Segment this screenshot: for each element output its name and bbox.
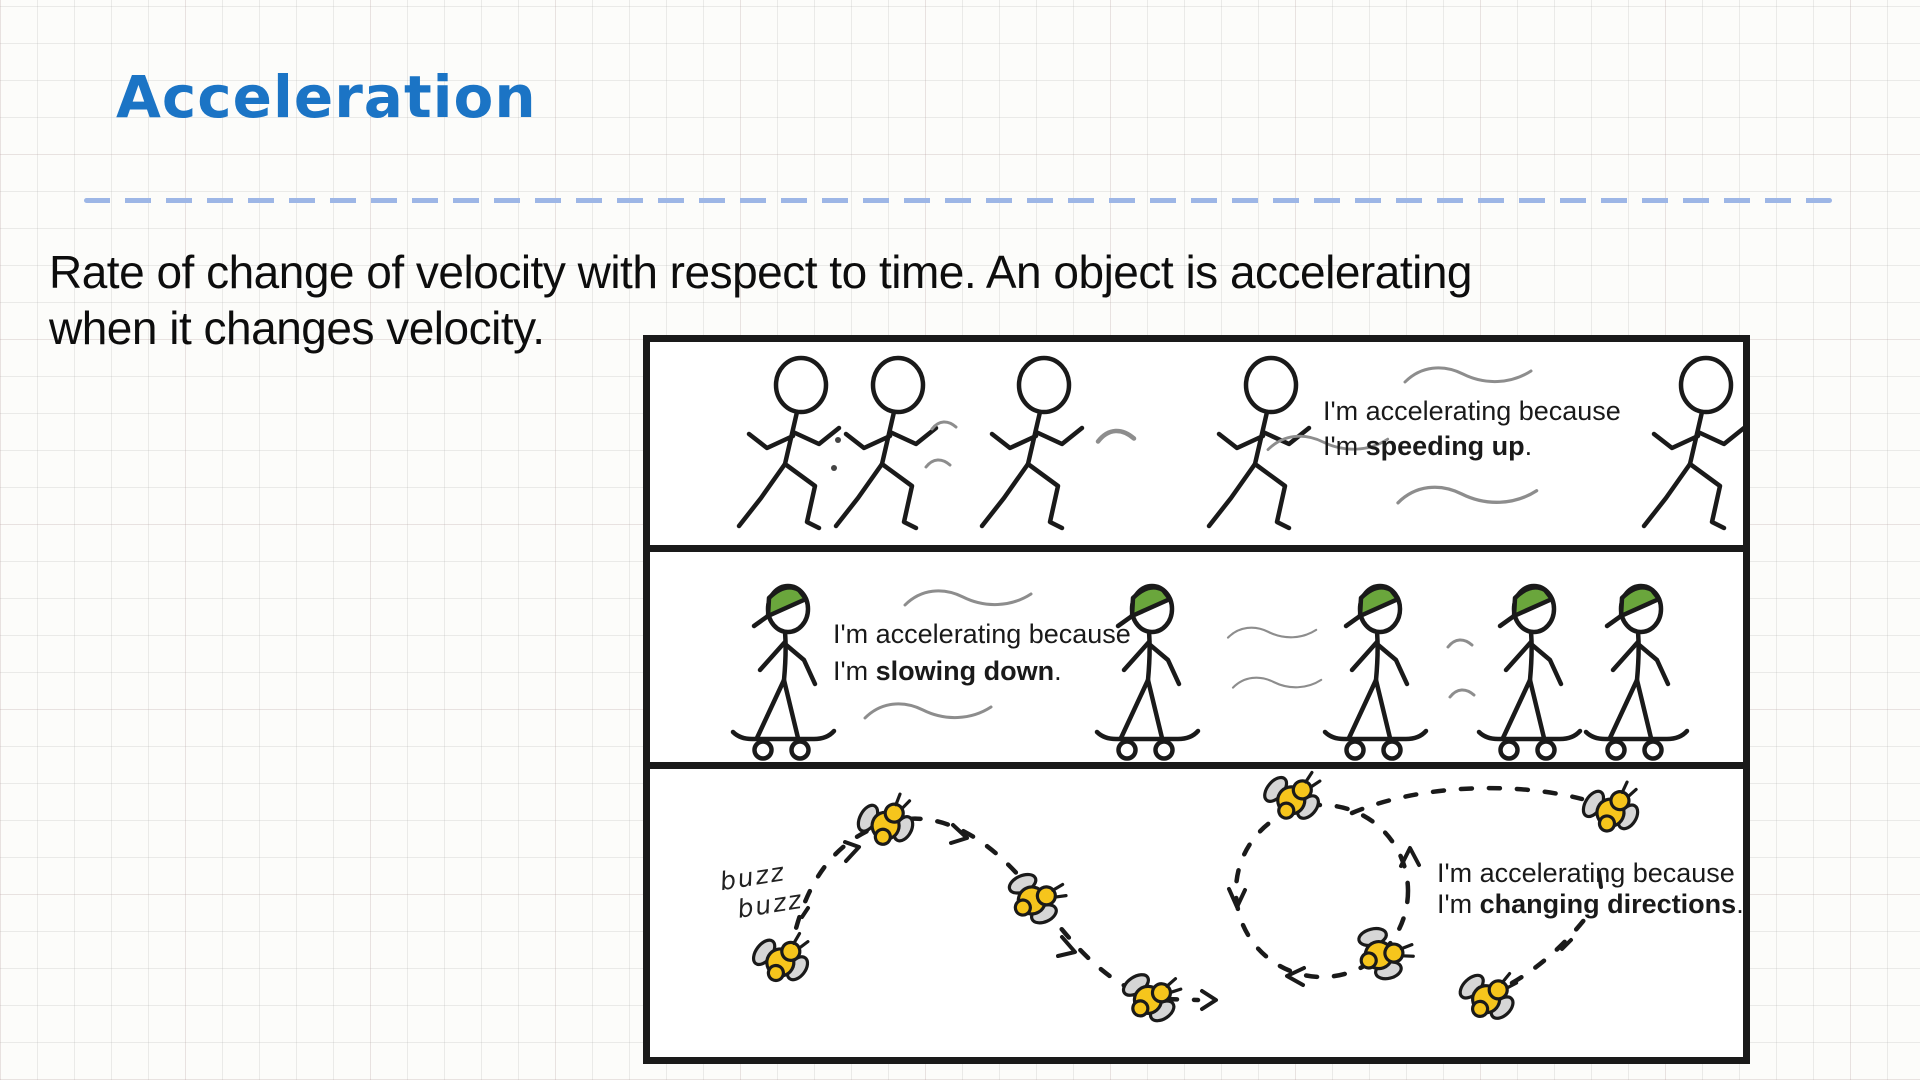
motion-dot: [835, 437, 841, 443]
caption-text: .: [1524, 431, 1533, 461]
motion-squiggle: [1405, 368, 1531, 382]
skateboarder-figure: [1586, 586, 1687, 759]
caption-line-2: [1323, 429, 1621, 464]
skateboarder-figure: [1479, 586, 1580, 759]
bee-icon: [745, 926, 818, 993]
motion-squiggle: [1448, 640, 1472, 647]
caption-text: I'm: [833, 656, 876, 686]
motion-squiggle: [1098, 431, 1134, 442]
acceleration-comic-figure: [643, 335, 1750, 1064]
caption-line-1: I'm accelerating because: [833, 619, 1131, 649]
motion-squiggle: [1450, 690, 1474, 697]
caption-text: .: [1054, 656, 1062, 686]
buzz-line-2: buzz: [735, 884, 806, 924]
bee-icon: [1342, 917, 1419, 990]
caption-text: I'm: [1323, 431, 1366, 461]
panel-slowing-down: [650, 545, 1743, 762]
caption-bold-text: changing directions: [1479, 889, 1737, 919]
bee-icon: [998, 865, 1070, 931]
caption-bold-text: slowing down: [875, 656, 1055, 686]
motion-squiggle: [1398, 487, 1537, 503]
panel-speeding-up: [650, 342, 1743, 545]
caption-line-2: [1437, 889, 1744, 920]
motion-dot: [831, 465, 837, 471]
motion-squiggle: [865, 704, 991, 718]
caption-text: .: [1736, 889, 1744, 919]
skateboarder-figure: [1325, 586, 1426, 759]
runner-figure: [739, 358, 839, 528]
buzz-line-1: buzz: [717, 857, 788, 897]
panel-changing-directions: [650, 762, 1743, 1057]
motion-squiggle: [926, 460, 950, 467]
caption-changing-directions: [1437, 858, 1744, 920]
caption-line-1: I'm accelerating because: [1437, 858, 1735, 888]
caption-speeding-up: [1323, 394, 1621, 464]
buzz-text: [718, 855, 805, 927]
skateboarder-figure: [733, 586, 834, 759]
motion-squiggle: [1228, 628, 1316, 638]
motion-squiggle: [1233, 678, 1321, 688]
runner-figure: [1644, 358, 1743, 528]
caption-slowing-down: [833, 616, 1131, 690]
runner-figure: [1209, 358, 1309, 528]
body-line-1: Rate of change of velocity with respect to time. An object is accelerating: [49, 246, 1472, 298]
dashed-divider-line: [84, 198, 1832, 203]
caption-line-2: [833, 653, 1131, 690]
bee-icon: [1257, 769, 1328, 830]
caption-line-1: I'm accelerating because: [1323, 396, 1621, 426]
skateboarders-illustration: [650, 552, 1743, 762]
bee-icon: [1573, 775, 1648, 846]
page-title: Acceleration: [116, 63, 537, 131]
runner-figure: [982, 358, 1082, 528]
bee-icon: [1454, 967, 1520, 1026]
caption-text: I'm: [1437, 889, 1480, 919]
runner-figure: [836, 358, 936, 528]
motion-squiggle: [905, 591, 1031, 605]
body-line-2: when it changes velocity.: [49, 302, 545, 354]
caption-bold-text: speeding up: [1365, 431, 1525, 461]
